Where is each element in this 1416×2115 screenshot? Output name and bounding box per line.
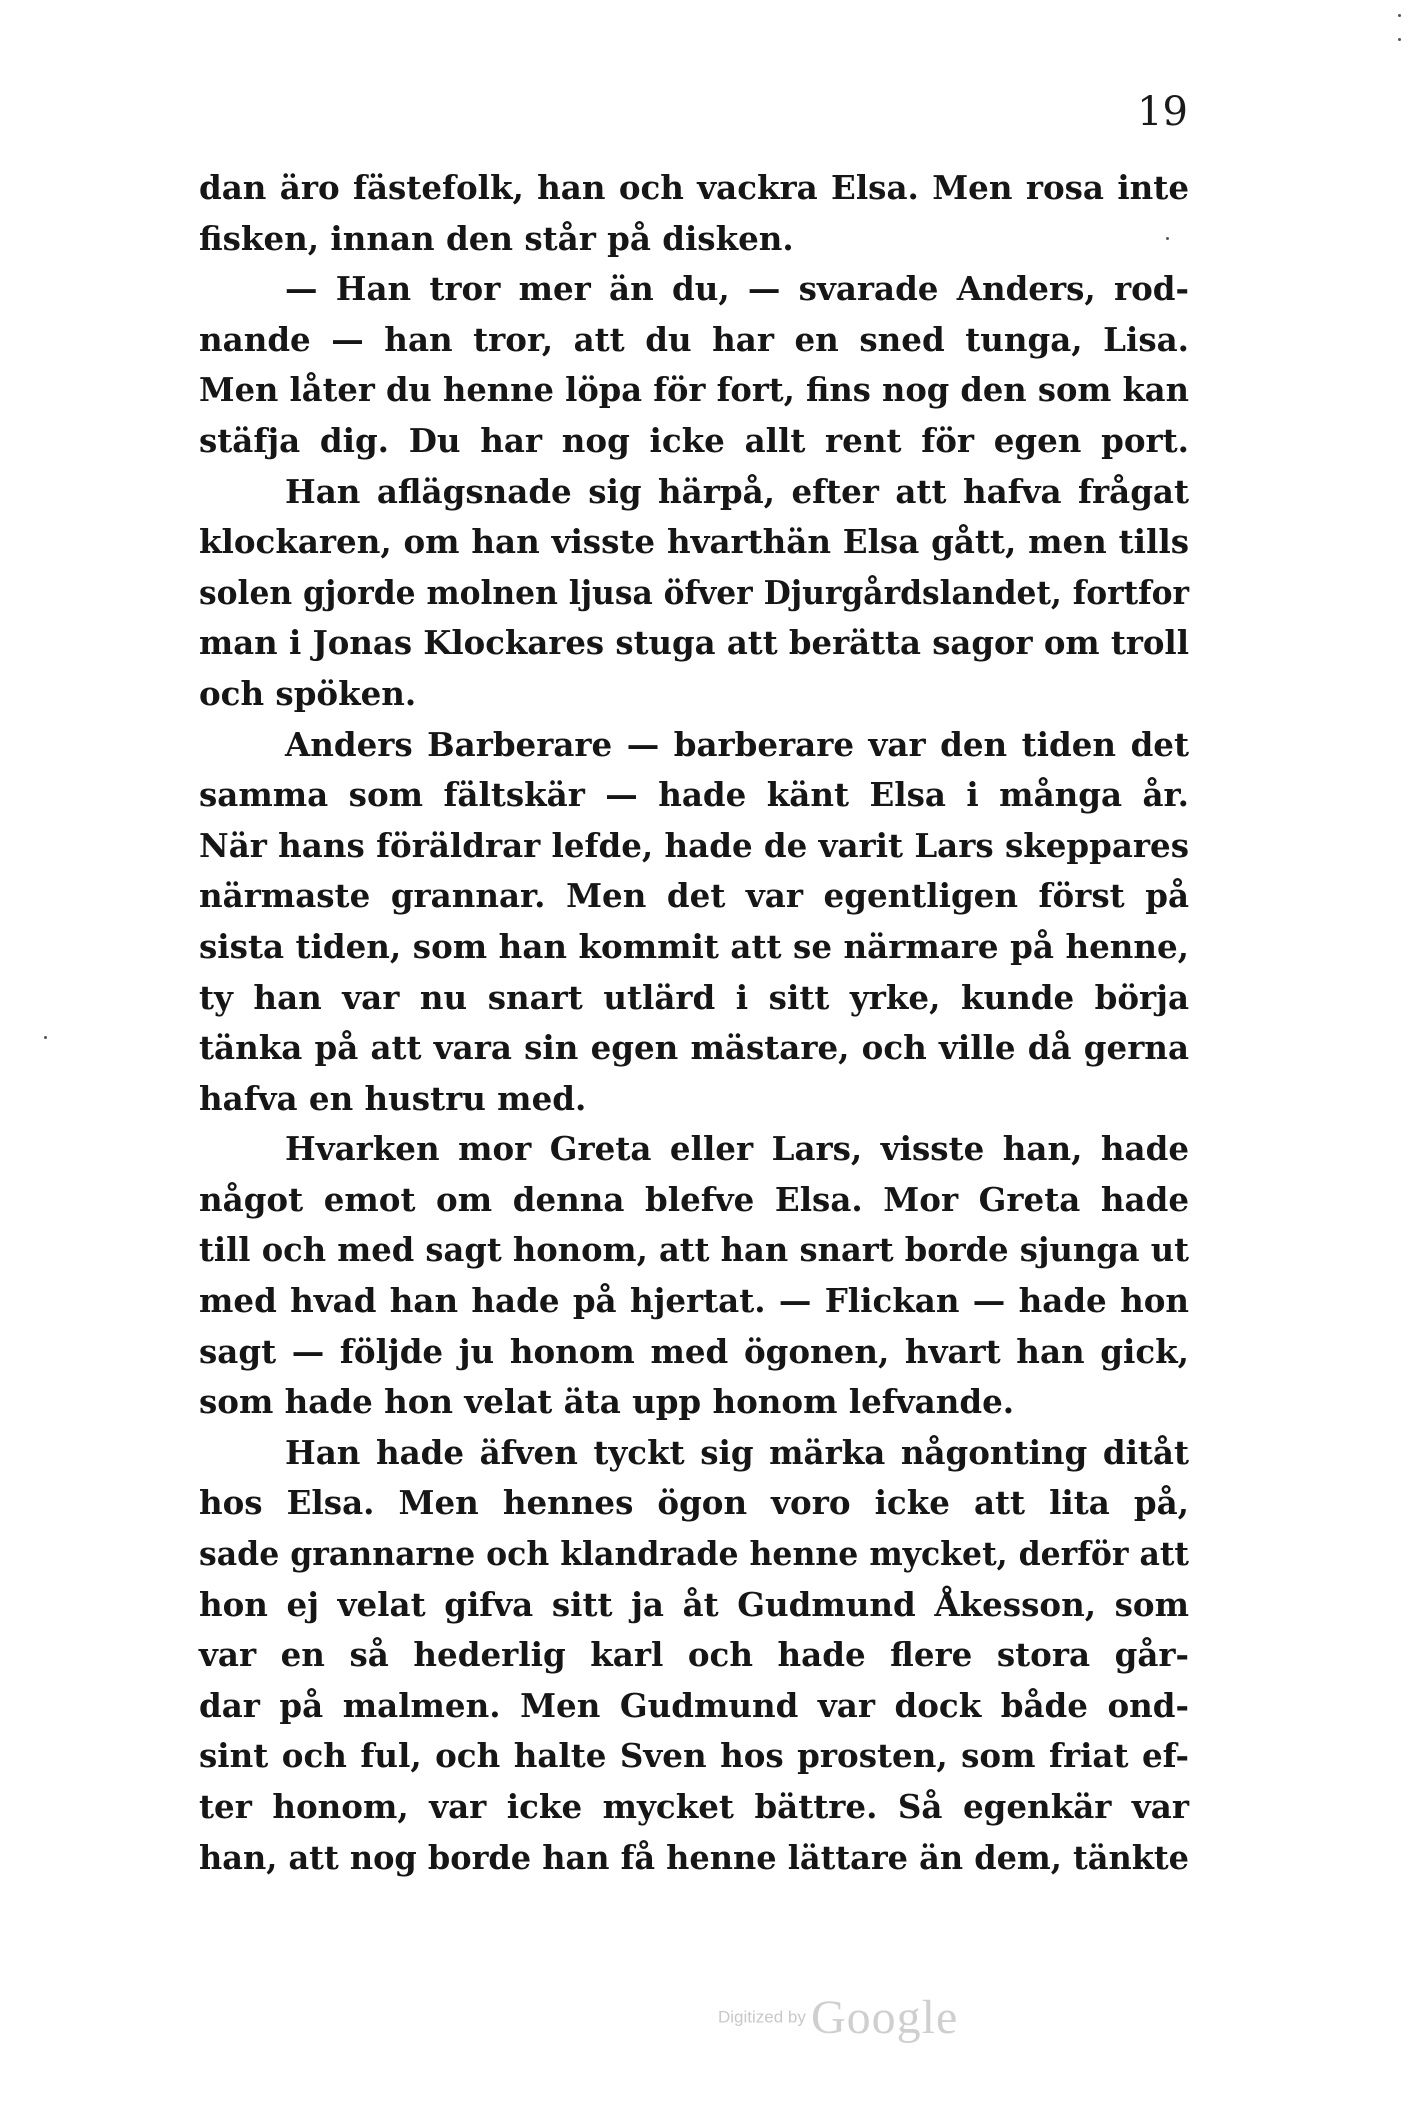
text-line: sade grannarne och klandrade henne mycket, derför att	[199, 1534, 1189, 1574]
text-line: Hvarken mor Greta eller Lars, visste han, hade	[285, 1129, 1189, 1169]
text-line: sista tiden, som han kommit att se närmare på henne,	[199, 926, 1189, 966]
text-line: man i Jonas Klockares stuga att berätta sagor om troll	[199, 623, 1189, 663]
text-line: sagt — följde ju honom med ögonen, hvart han gick,	[199, 1331, 1189, 1371]
paper-speck	[1398, 14, 1401, 17]
text-line: stäfja dig. Du har nog icke allt rent för egen port.	[199, 420, 1189, 460]
text-line: Anders Barberare — barberare var den tiden det	[285, 724, 1189, 764]
text-line: med hvad han hade på hjertat. — Flickan — hade hon	[199, 1281, 1189, 1321]
text-line: nande — han tror, att du har en sned tunga, Lisa.	[199, 319, 1189, 359]
body-text	[199, 163, 1189, 1883]
text-line: han, att nog borde han få henne lättare än dem, tänkte	[199, 1837, 1189, 1877]
text-line: hafva en hustru med.	[199, 1078, 587, 1118]
text-line: Han hade äfven tyckt sig märka någonting ditåt	[285, 1432, 1189, 1472]
text-line: solen gjorde molnen ljusa öfver Djurgårdslandet, fortfor	[199, 572, 1189, 612]
text-line: När hans föräldrar lefde, hade de varit Lars skeppares	[199, 825, 1189, 865]
text-line: dar på malmen. Men Gudmund var dock både ond-	[199, 1685, 1189, 1725]
paper-speck	[44, 1036, 47, 1039]
text-line: Han aflägsnade sig härpå, efter att hafva frågat	[285, 471, 1189, 511]
text-line: — Han tror mer än du, — svarade Anders, rod-	[285, 269, 1189, 309]
paper-speck	[1398, 38, 1401, 41]
paper-speck	[1166, 237, 1169, 240]
text-line: tänka på att vara sin egen mästare, och ville då gerna	[199, 1028, 1189, 1068]
text-line: som hade hon velat äta upp honom lefvande.	[199, 1382, 1015, 1422]
text-line: var en så hederlig karl och hade flere stora går-	[199, 1635, 1189, 1675]
text-line: fisken, innan den står på disken.	[199, 218, 794, 258]
text-line: samma som fältskär — hade känt Elsa i många år.	[199, 775, 1189, 815]
text-lines	[199, 163, 1189, 1883]
digitized-by-google-watermark	[718, 1990, 1018, 2050]
text-line: ty han var nu snart utlärd i sitt yrke, kunde börja	[199, 977, 1189, 1017]
text-line: dan äro fästefolk, han och vackra Elsa. Men rosa inte	[199, 168, 1189, 207]
digitized-by-label: Digitized by	[718, 2007, 806, 2027]
text-line: till och med sagt honom, att han snart borde sjunga ut	[199, 1230, 1189, 1270]
text-line: Men låter du henne löpa för fort, fins nog den som kan	[199, 370, 1189, 410]
text-line: ter honom, var icke mycket bättre. Så egenkär var	[199, 1787, 1189, 1826]
text-line: hos Elsa. Men hennes ögon voro icke att lita på,	[199, 1483, 1189, 1523]
google-logo: Google	[810, 1991, 959, 2044]
page-number: 19	[1137, 89, 1188, 135]
text-line: och spöken.	[199, 673, 417, 713]
text-line: något emot om denna blefve Elsa. Mor Greta hade	[199, 1179, 1189, 1219]
text-line: närmaste grannar. Men det var egentligen först på	[199, 876, 1189, 916]
text-line: hon ej velat gifva sitt ja åt Gudmund Åkesson, som	[199, 1584, 1189, 1624]
text-line: klockaren, om han visste hvarthän Elsa gått, men tills	[199, 522, 1189, 562]
text-line: sint och ful, och halte Sven hos prosten, som friat ef-	[199, 1736, 1189, 1776]
